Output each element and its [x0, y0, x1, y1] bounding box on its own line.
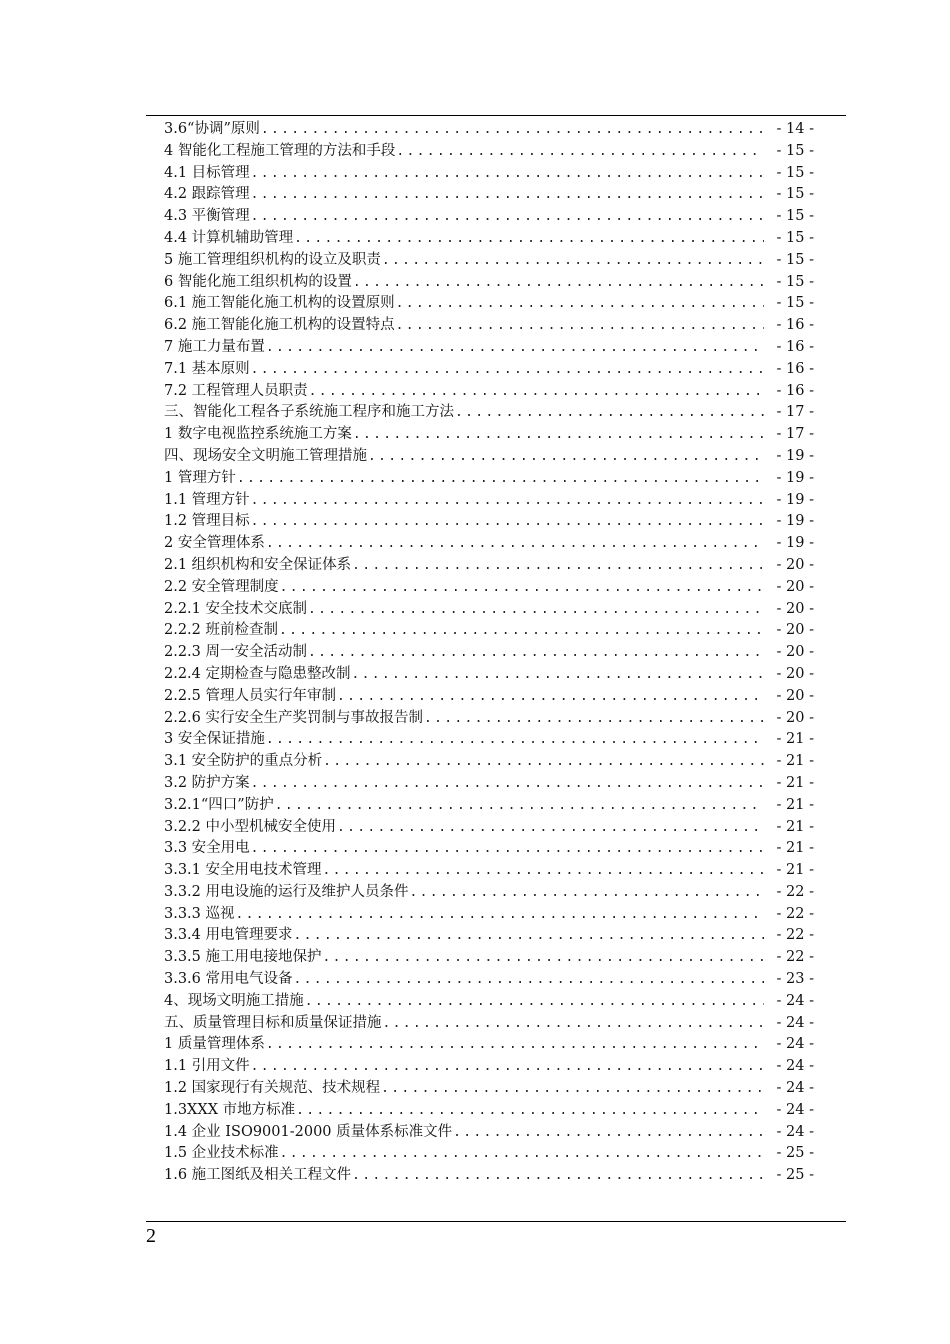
toc-entry[interactable]: [164, 1034, 814, 1056]
toc-entry[interactable]: [164, 1143, 814, 1165]
toc-entry-page: - 16 -: [776, 317, 814, 334]
toc-entry[interactable]: [164, 838, 814, 860]
toc-entry-page: - 15 -: [776, 273, 814, 290]
toc-leader-dots: [351, 555, 764, 577]
toc-entry-title: 3.3.4 用电管理要求: [164, 927, 293, 944]
toc-leader-dots: [260, 119, 764, 141]
toc-leader-dots: [322, 751, 764, 773]
toc-entry-page: - 16 -: [776, 382, 814, 399]
toc-entry-page: - 24 -: [776, 992, 814, 1009]
toc-entry-page: - 14 -: [776, 121, 814, 137]
toc-entry-page: - 22 -: [776, 949, 814, 966]
toc-leader-dots: [236, 468, 764, 490]
toc-entry-page: - 15 -: [776, 208, 814, 225]
toc-entry[interactable]: [164, 228, 814, 250]
toc-entry-title: 3.3 安全用电: [164, 840, 250, 857]
toc-entry[interactable]: [164, 293, 814, 315]
toc-entry-page: - 21 -: [776, 731, 814, 748]
toc-entry[interactable]: [164, 708, 814, 730]
toc-entry-title: 2.2.5 管理人员实行年审制: [164, 687, 337, 704]
toc-entry[interactable]: [164, 337, 814, 359]
toc-entry[interactable]: [164, 991, 814, 1013]
toc-entry[interactable]: [164, 272, 814, 294]
toc-leader-dots: [278, 620, 764, 642]
toc-entry[interactable]: [164, 860, 814, 882]
toc-entry[interactable]: [164, 729, 814, 751]
toc-entry-title: 6 智能化施工组织机构的设置: [164, 273, 352, 290]
toc-leader-dots: [250, 511, 764, 533]
toc-entry-page: - 21 -: [776, 840, 814, 857]
toc-entry-title: 7.1 基本原则: [164, 360, 250, 377]
toc-leader-dots: [307, 642, 764, 664]
toc-leader-dots: [367, 446, 764, 468]
toc-entry-title: 3.2 防护方案: [164, 774, 250, 791]
toc-entry[interactable]: [164, 620, 814, 642]
toc-entry[interactable]: [164, 511, 814, 533]
toc-entry-title: 1.1 管理方针: [164, 491, 250, 508]
toc-entry-title: 2.2 安全管理制度: [164, 578, 279, 595]
toc-entry-page: - 20 -: [776, 622, 814, 639]
toc-leader-dots: [265, 729, 764, 751]
toc-leader-dots: [265, 533, 764, 555]
toc-leader-dots: [250, 359, 764, 381]
toc-entry-title: 五、质量管理目标和质量保证措施: [164, 1014, 382, 1031]
table-of-contents: [164, 119, 814, 1187]
toc-leader-dots: [336, 817, 764, 839]
toc-leader-dots: [351, 664, 764, 686]
toc-entry-title: 2.2.3 周一安全活动制: [164, 644, 308, 661]
toc-entry[interactable]: [164, 577, 814, 599]
toc-entry[interactable]: [164, 1013, 814, 1035]
toc-entry-page: - 20 -: [776, 709, 814, 726]
toc-leader-dots: [380, 1078, 764, 1100]
toc-entry-page: - 22 -: [776, 883, 814, 900]
toc-leader-dots: [265, 1034, 764, 1056]
toc-leader-dots: [235, 904, 764, 926]
toc-leader-dots: [295, 1100, 764, 1122]
toc-leader-dots: [265, 337, 764, 359]
toc-entry-page: - 15 -: [776, 142, 814, 159]
toc-entry[interactable]: [164, 1122, 814, 1144]
toc-entry[interactable]: [164, 686, 814, 708]
toc-entry-title: 6.2 施工智能化施工机构的设置特点: [164, 317, 395, 334]
toc-entry-page: - 16 -: [776, 360, 814, 377]
toc-entry-title: 7.2 工程管理人员职责: [164, 382, 308, 399]
toc-leader-dots: [381, 250, 764, 272]
toc-leader-dots: [279, 1143, 764, 1165]
toc-entry-page: - 25 -: [776, 1167, 814, 1184]
toc-entry-page: - 24 -: [776, 1080, 814, 1097]
toc-leader-dots: [304, 991, 764, 1013]
toc-entry-title: 4.3 平衡管理: [164, 208, 250, 225]
toc-entry[interactable]: [164, 751, 814, 773]
toc-entry-title: 3.3.5 施工用电接地保护: [164, 949, 322, 966]
toc-entry-title: 3.2.2 中小型机械安全使用: [164, 818, 337, 835]
toc-leader-dots: [395, 315, 764, 337]
toc-entry[interactable]: [164, 424, 814, 446]
toc-entry-page: - 17 -: [776, 404, 814, 421]
toc-entry-title: 四、现场安全文明施工管理措施: [164, 447, 367, 464]
toc-entry-title: 1 数字电视监控系统施工方案: [164, 426, 352, 443]
toc-leader-dots: [352, 424, 764, 446]
toc-entry-title: 5 施工管理组织机构的设立及职责: [164, 251, 381, 268]
toc-entry-page: - 20 -: [776, 665, 814, 682]
toc-entry-page: - 15 -: [776, 229, 814, 246]
toc-entry-page: - 25 -: [776, 1145, 814, 1162]
toc-entry-title: 1.6 施工图纸及相关工程文件: [164, 1167, 352, 1184]
toc-entry-page: - 17 -: [776, 426, 814, 443]
toc-leader-dots: [250, 773, 764, 795]
toc-leader-dots: [250, 163, 764, 185]
toc-entry-page: - 15 -: [776, 164, 814, 181]
toc-entry-title: 4 智能化工程施工管理的方法和手段: [164, 142, 396, 159]
toc-entry-title: 4.2 跟踪管理: [164, 186, 250, 203]
toc-entry-page: - 19 -: [776, 535, 814, 552]
toc-entry[interactable]: [164, 642, 814, 664]
toc-leader-dots: [250, 1056, 764, 1078]
toc-entry[interactable]: [164, 206, 814, 228]
toc-entry-title: 3.1 安全防护的重点分析: [164, 753, 323, 770]
toc-entry-title: 三、智能化工程各子系统施工程序和施工方法: [164, 404, 454, 421]
toc-entry-page: - 16 -: [776, 338, 814, 355]
toc-leader-dots: [279, 577, 764, 599]
toc-entry-title: 7 施工力量布置: [164, 338, 265, 355]
toc-entry-page: - 24 -: [776, 1036, 814, 1053]
toc-entry[interactable]: [164, 599, 814, 621]
page-number: 2: [146, 1225, 156, 1247]
toc-entry-title: 1.2 管理目标: [164, 513, 250, 530]
toc-entry-page: - 22 -: [776, 927, 814, 944]
toc-leader-dots: [293, 228, 764, 250]
toc-entry-page: - 20 -: [776, 644, 814, 661]
toc-entry[interactable]: [164, 1056, 814, 1078]
toc-entry[interactable]: [164, 141, 814, 163]
toc-entry-title: 3.2.1“四口”防护: [164, 796, 274, 813]
footer-rule: [146, 1221, 846, 1222]
toc-entry-page: - 21 -: [776, 796, 814, 813]
toc-entry-title: 4.4 计算机辅助管理: [164, 229, 294, 246]
toc-leader-dots: [409, 882, 764, 904]
toc-entry-title: 2.2.6 实行安全生产奖罚制与事故报告制: [164, 709, 424, 726]
toc-entry-title: 1 质量管理体系: [164, 1036, 265, 1053]
toc-entry-title: 2.2.1 安全技术交底制: [164, 600, 308, 617]
toc-leader-dots: [308, 381, 764, 403]
toc-entry-page: - 24 -: [776, 1058, 814, 1075]
toc-leader-dots: [250, 184, 764, 206]
toc-entry-title: 2.2.2 班前检查制: [164, 622, 279, 639]
toc-entry-page: - 19 -: [776, 491, 814, 508]
toc-entry[interactable]: [164, 468, 814, 490]
toc-entry-page: - 19 -: [776, 469, 814, 486]
toc-leader-dots: [452, 1122, 764, 1144]
toc-entry[interactable]: [164, 664, 814, 686]
toc-leader-dots: [351, 1165, 764, 1187]
toc-entry[interactable]: [164, 490, 814, 512]
toc-entry-page: - 20 -: [776, 600, 814, 617]
toc-entry-page: - 15 -: [776, 295, 814, 312]
toc-entry[interactable]: [164, 969, 814, 991]
toc-entry-page: - 19 -: [776, 513, 814, 530]
toc-entry-title: 3.3.2 用电设施的运行及维护人员条件: [164, 883, 409, 900]
toc-entry-title: 1.2 国家现行有关规范、技术规程: [164, 1080, 381, 1097]
toc-entry-page: - 20 -: [776, 687, 814, 704]
toc-leader-dots: [250, 838, 764, 860]
toc-entry-title: 3.3.3 巡视: [164, 905, 235, 922]
toc-entry-title: 2.2.4 定期检查与隐患整改制: [164, 665, 351, 682]
toc-leader-dots: [423, 708, 764, 730]
toc-entry-title: 4.1 目标管理: [164, 164, 250, 181]
header-rule: [146, 115, 846, 116]
toc-entry[interactable]: [164, 381, 814, 403]
toc-entry[interactable]: [164, 1165, 814, 1187]
toc-entry-title: 3.3.1 安全用电技术管理: [164, 862, 322, 879]
toc-entry[interactable]: [164, 402, 814, 424]
toc-leader-dots: [293, 969, 764, 991]
toc-leader-dots: [395, 141, 764, 163]
toc-leader-dots: [322, 860, 764, 882]
toc-entry[interactable]: [164, 184, 814, 206]
toc-entry[interactable]: [164, 315, 814, 337]
toc-entry-page: - 20 -: [776, 578, 814, 595]
toc-entry-page: - 21 -: [776, 753, 814, 770]
toc-leader-dots: [454, 402, 764, 424]
toc-leader-dots: [250, 490, 764, 512]
toc-entry[interactable]: [164, 446, 814, 468]
toc-entry[interactable]: [164, 1078, 814, 1100]
toc-entry-page: - 23 -: [776, 971, 814, 988]
toc-entry[interactable]: [164, 817, 814, 839]
toc-entry-page: - 19 -: [776, 447, 814, 464]
toc-entry-title: 1.5 企业技术标准: [164, 1145, 279, 1162]
toc-entry-page: - 22 -: [776, 905, 814, 922]
toc-entry[interactable]: [164, 925, 814, 947]
toc-leader-dots: [293, 925, 764, 947]
toc-leader-dots: [322, 947, 764, 969]
toc-entry-page: - 15 -: [776, 186, 814, 203]
toc-entry-title: 6.1 施工智能化施工机构的设置原则: [164, 295, 395, 312]
toc-entry-title: 1 管理方针: [164, 469, 236, 486]
toc-entry-title: 2 安全管理体系: [164, 535, 265, 552]
toc-entry-title: 1.1 引用文件: [164, 1058, 250, 1075]
toc-entry[interactable]: [164, 882, 814, 904]
toc-entry-page: - 20 -: [776, 556, 814, 573]
toc-entry[interactable]: [164, 1100, 814, 1122]
toc-entry[interactable]: [164, 555, 814, 577]
toc-entry-page: - 24 -: [776, 1101, 814, 1118]
toc-entry-title: 3.3.6 常用电气设备: [164, 971, 293, 988]
toc-entry[interactable]: [164, 795, 814, 817]
toc-entry[interactable]: [164, 533, 814, 555]
toc-entry-page: - 21 -: [776, 818, 814, 835]
toc-entry[interactable]: [164, 773, 814, 795]
toc-leader-dots: [382, 1013, 765, 1035]
toc-leader-dots: [395, 293, 764, 315]
toc-entry[interactable]: [164, 163, 814, 185]
toc-entry-title: 3 安全保证措施: [164, 731, 265, 748]
toc-entry[interactable]: [164, 947, 814, 969]
toc-entry[interactable]: [164, 904, 814, 926]
toc-entry-title: 1.4 企业 ISO9001-2000 质量体系标准文件: [164, 1123, 453, 1140]
toc-entry-page: - 24 -: [776, 1123, 814, 1140]
toc-entry-title: 4、现场文明施工措施: [164, 992, 304, 1009]
toc-leader-dots: [307, 599, 764, 621]
toc-entry-page: - 21 -: [776, 774, 814, 791]
toc-entry[interactable]: [164, 250, 814, 272]
toc-leader-dots: [336, 686, 764, 708]
toc-entry[interactable]: [164, 119, 814, 141]
toc-entry-title: 1.3XXX 市地方标准: [164, 1101, 296, 1118]
toc-entry[interactable]: [164, 359, 814, 381]
toc-leader-dots: [250, 206, 764, 228]
toc-entry-title: 2.1 组织机构和安全保证体系: [164, 556, 352, 573]
toc-leader-dots: [274, 795, 764, 817]
toc-entry-title: 3.6“协调”原则: [164, 121, 260, 137]
toc-leader-dots: [352, 272, 764, 294]
toc-entry-page: - 24 -: [776, 1014, 814, 1031]
toc-entry-page: - 15 -: [776, 251, 814, 268]
toc-entry-page: - 21 -: [776, 862, 814, 879]
